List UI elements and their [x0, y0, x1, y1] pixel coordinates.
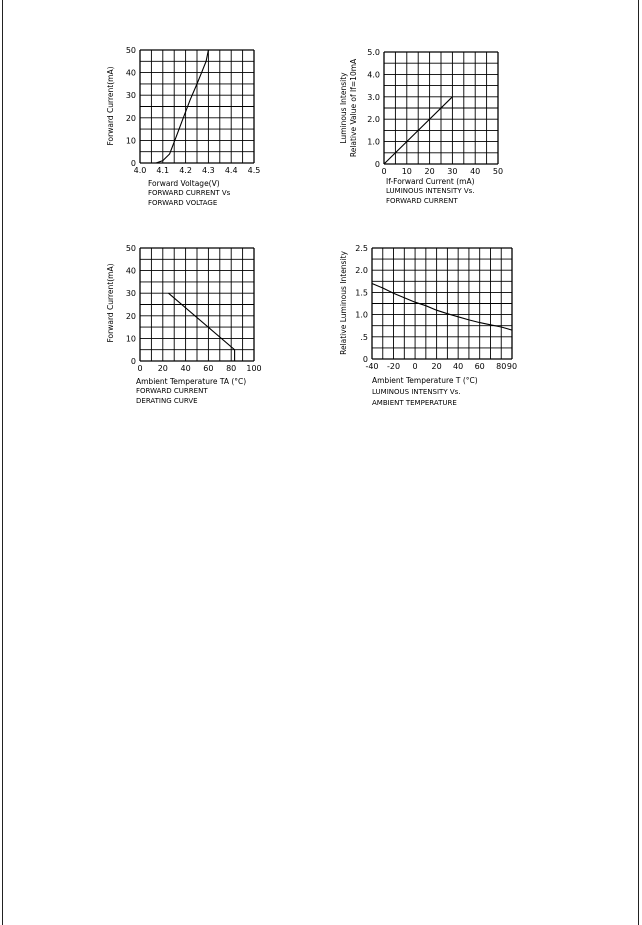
- chart-4-y-tick-label: 1.5: [355, 288, 368, 298]
- chart-2-y-axis-label-line-2: Relative Value of If=10mA: [349, 58, 358, 158]
- chart-1-x-tick-label: 4.5: [247, 166, 261, 175]
- chart-3-y-tick-label: 30: [125, 289, 136, 299]
- chart-4-x-tick-label: 0: [412, 362, 418, 371]
- chart-2-caption-line-1: LUMINOUS INTENSITY Vs.: [386, 187, 475, 195]
- chart-2-y-tick-label: 3.0: [367, 92, 380, 102]
- chart-1-x-tick-label: 4.0: [133, 166, 147, 175]
- chart-3-caption-line-1: FORWARD CURRENT: [136, 387, 208, 395]
- chart-3-x-tick-label: 0: [137, 364, 143, 373]
- chart-3-x-tick-label: 20: [157, 364, 168, 373]
- chart-2-y-tick-label: 0: [374, 160, 380, 169]
- chart-3-x-tick-label: 100: [246, 364, 262, 373]
- chart-luminous-intensity-vs-temperature: [339, 244, 517, 407]
- chart-4-caption-line-2: AMBIENT TEMPERATURE: [372, 399, 457, 407]
- chart-4-grid: [372, 248, 512, 359]
- chart-2-y-tick-label: 5.0: [367, 48, 380, 57]
- chart-1-x-tick-label: 4.4: [224, 166, 238, 175]
- chart-4-y-tick-label: .5: [360, 332, 368, 342]
- chart-4-y-tick-label: 2.5: [355, 244, 368, 253]
- chart-3-y-tick-label: 0: [130, 357, 136, 366]
- chart-2-y-tick-label: 2.0: [367, 115, 380, 125]
- chart-3-x-axis-label: Ambient Temperature TA (°C): [136, 377, 247, 386]
- chart-4-y-tick-label: 1.0: [355, 310, 368, 320]
- chart-luminous-intensity-vs-current: [339, 48, 503, 205]
- chart-2-y-axis-label-line-1: Luminous Intensity: [339, 72, 348, 144]
- chart-3-x-tick-labels: [137, 364, 261, 373]
- chart-4-caption-line-1: LUMINOUS INTENSITY Vs.: [372, 388, 461, 396]
- chart-1-x-tick-label: 4.1: [156, 166, 170, 175]
- chart-3-caption-line-2: DERATING CURVE: [136, 397, 198, 405]
- chart-4-x-tick-label: -20: [386, 362, 401, 371]
- chart-1-x-tick-labels: [134, 166, 261, 175]
- chart-3-y-tick-label: 20: [125, 311, 136, 321]
- chart-3-y-tick-label: 50: [125, 244, 136, 253]
- chart-2-x-tick-label: 20: [424, 167, 435, 176]
- chart-4-x-tick-label: 90: [506, 362, 518, 371]
- chart-4-x-axis-label: Ambient Temperature T (°C): [372, 376, 478, 385]
- chart-1-x-axis-label: Forward Voltage(V): [148, 179, 220, 188]
- chart-1-caption-line-1: FORWARD CURRENT Vs: [148, 189, 231, 197]
- chart-3-grid: [140, 248, 254, 361]
- chart-4-x-tick-label: 20: [431, 362, 442, 371]
- chart-4-x-tick-label: 40: [453, 362, 464, 371]
- chart-4-x-tick-labels: [365, 362, 517, 371]
- chart-1-y-axis-label: Forward Current(mA): [106, 66, 115, 146]
- chart-1-x-tick-label: 4.3: [202, 166, 215, 175]
- chart-2-y-tick-label: 1.0: [367, 137, 380, 147]
- chart-1-y-tick-label: 40: [125, 68, 136, 78]
- chart-3-y-tick-labels: [126, 244, 136, 366]
- chart-2-x-tick-label: 30: [447, 167, 458, 176]
- chart-1-y-tick-label: 30: [125, 91, 136, 101]
- chart-forward-current-derating: [106, 244, 262, 405]
- chart-1-y-tick-labels: [126, 46, 136, 168]
- chart-4-y-tick-labels: [355, 244, 368, 364]
- chart-2-x-tick-label: 10: [401, 167, 412, 176]
- chart-1-y-tick-label: 20: [125, 113, 136, 123]
- chart-4-x-tick-label: 60: [474, 362, 485, 371]
- chart-3-x-tick-label: 80: [226, 364, 237, 373]
- chart-2-x-axis-label: If-Forward Current (mA): [386, 177, 475, 186]
- chart-2-y-tick-label: 4.0: [367, 70, 380, 80]
- chart-3-y-axis-label: Forward Current(mA): [106, 263, 115, 343]
- chart-3-x-tick-label: 60: [203, 364, 214, 373]
- chart-3-y-tick-label: 10: [125, 334, 136, 344]
- chart-3-x-tick-label: 40: [180, 364, 191, 373]
- chart-2-x-tick-label: 0: [381, 167, 387, 176]
- chart-1-y-tick-label: 10: [125, 136, 136, 146]
- chart-1-caption-line-2: FORWARD VOLTAGE: [148, 199, 218, 207]
- chart-1-grid: [140, 50, 254, 163]
- chart-2-caption-line-2: FORWARD CURRENT: [386, 197, 458, 205]
- chart-4-y-axis-label: Relative Luminous Intensity: [339, 251, 348, 355]
- chart-2-x-tick-label: 50: [492, 167, 504, 176]
- chart-2-x-tick-labels: [381, 167, 503, 176]
- chart-1-y-tick-label: 0: [130, 159, 136, 168]
- chart-3-y-tick-label: 40: [125, 266, 136, 276]
- chart-4-series-line: [372, 284, 512, 331]
- chart-4-y-tick-label: 0: [362, 355, 368, 364]
- chart-4-y-tick-label: 2.0: [355, 266, 368, 276]
- chart-1-x-tick-label: 4.2: [179, 166, 192, 175]
- chart-4-x-tick-label: -40: [365, 362, 379, 371]
- chart-2-y-tick-labels: [367, 48, 380, 169]
- chart-2-x-tick-label: 40: [470, 167, 481, 176]
- chart-1-y-tick-label: 50: [125, 46, 136, 55]
- chart-4-x-tick-label: 80: [496, 362, 507, 371]
- chart-forward-current-vs-voltage: [106, 46, 260, 207]
